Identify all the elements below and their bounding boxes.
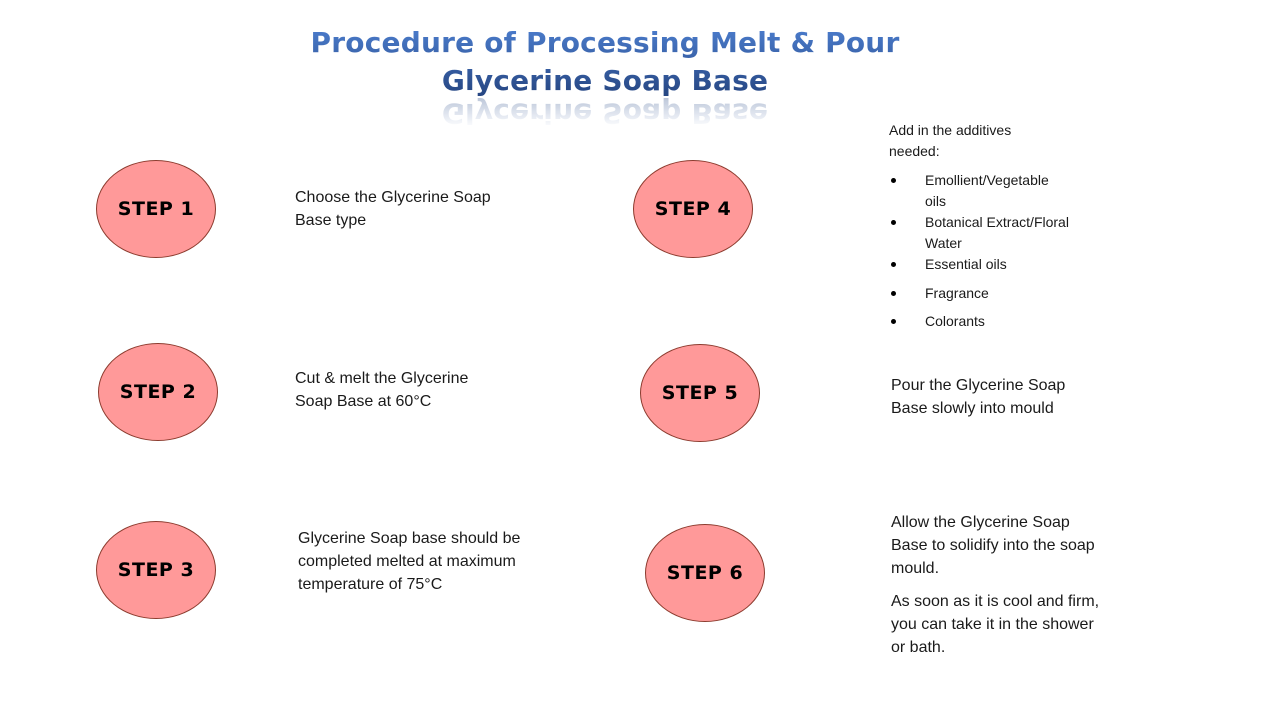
slide-title-line-2: Glycerine Soap Base xyxy=(441,64,769,97)
step-3-line-3: temperature of 75°C xyxy=(298,576,443,593)
additives-list xyxy=(889,170,1119,332)
additive-item-line: Fragrance xyxy=(925,285,989,301)
step-6-line: Allow the Glycerine Soap xyxy=(891,514,1070,531)
additive-item xyxy=(889,254,1119,275)
additive-item xyxy=(889,212,1119,254)
additive-item-line: Water xyxy=(925,235,962,251)
step-4-intro xyxy=(889,120,1079,162)
additive-item xyxy=(889,170,1119,212)
additive-item xyxy=(889,283,1119,304)
step-4-intro-line-2: needed: xyxy=(889,143,940,159)
additive-item xyxy=(889,311,1119,332)
step-3-oval: STEP 3 xyxy=(96,521,216,619)
step-5-oval: STEP 5 xyxy=(640,344,760,442)
step-6-line: Base to solidify into the soap xyxy=(891,537,1095,554)
step-4-intro-line-1: Add in the additives xyxy=(889,122,1012,138)
step-2-description xyxy=(295,367,535,413)
additive-item-line: Botanical Extract/Floral xyxy=(925,214,1069,230)
step-5-line-1: Pour the Glycerine Soap xyxy=(891,377,1066,394)
additive-item-line: Colorants xyxy=(925,313,985,329)
step-2-line-2: Soap Base at 60°C xyxy=(295,393,432,410)
step-2-oval: STEP 2 xyxy=(98,343,218,441)
step-6-line: you can take it in the shower xyxy=(891,616,1094,633)
additive-item-line: oils xyxy=(925,193,947,209)
slide-title xyxy=(300,24,910,100)
step-1-line-1: Choose the Glycerine Soap xyxy=(295,189,491,206)
step-3-description xyxy=(298,527,568,596)
step-1-oval: STEP 1 xyxy=(96,160,216,258)
step-3-line-2: completed melted at maximum xyxy=(298,553,516,570)
additive-item-line: Essential oils xyxy=(925,256,1007,272)
step-6-paragraph-1 xyxy=(891,511,1151,580)
step-3-line-1: Glycerine Soap base should be xyxy=(298,530,521,547)
step-6-oval: STEP 6 xyxy=(645,524,765,622)
step-5-description xyxy=(891,374,1131,420)
step-6-description xyxy=(891,511,1151,659)
additive-item-line: Emollient/Vegetable xyxy=(925,172,1049,188)
step-2-line-1: Cut & melt the Glycerine xyxy=(295,370,469,387)
step-6-paragraph-2 xyxy=(891,590,1151,659)
step-1-line-2: Base type xyxy=(295,212,367,229)
step-1-description xyxy=(295,186,535,232)
step-6-line: As soon as it is cool and firm, xyxy=(891,593,1100,610)
step-6-line: mould. xyxy=(891,560,940,577)
step-4-oval: STEP 4 xyxy=(633,160,753,258)
step-6-line: or bath. xyxy=(891,639,946,656)
step-5-line-2: Base slowly into mould xyxy=(891,400,1054,417)
slide-title-line-1: Procedure of Processing Melt & Pour xyxy=(310,26,900,59)
